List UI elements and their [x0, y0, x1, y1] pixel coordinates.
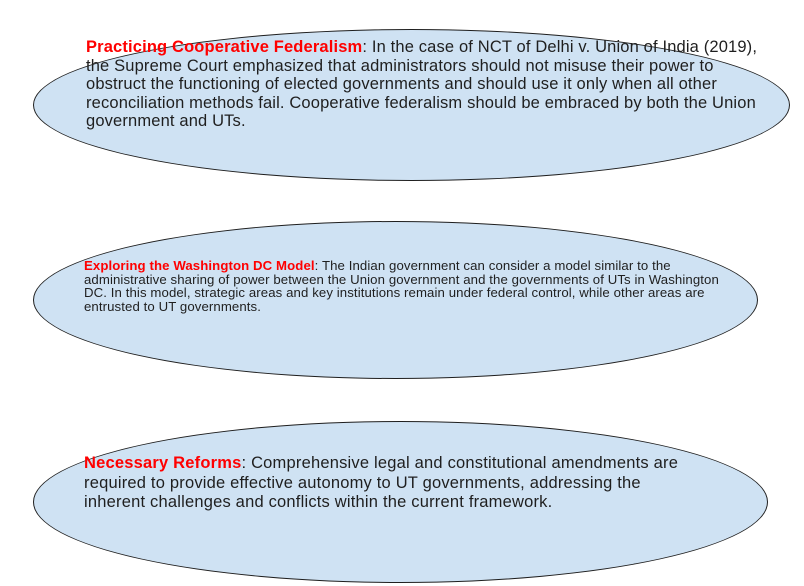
card-body: : The Indian government can consider a model similar to the administrative sharing of power between the Union government and the governments of UTs in Washington DC. In this model, strategic areas and key institutions remain under federal control, while other areas are entrusted to UT governments.	[84, 258, 719, 314]
card-body: : In the case of NCT of Delhi v. Union of India (2019), the Supreme Court emphasized that administrators should not misuse their power to obstruct the functioning of elected governments and should use it only when all other reconciliation methods fail. Cooperative federalism should be embraced by both the Union government and UTs.	[86, 38, 758, 130]
card-necessary-reforms	[33, 421, 768, 583]
card-text	[84, 454, 704, 513]
card-heading: Necessary Reforms	[84, 454, 242, 472]
card-cooperative-federalism	[33, 29, 790, 181]
card-body: : Comprehensive legal and constitutional amendments are required to provide effective autonomy to UT governments, addressing the inherent challenges and conflicts within the current framework.	[84, 454, 679, 511]
card-text	[84, 259, 734, 313]
card-washington-dc-model	[33, 221, 758, 379]
card-heading: Exploring the Washington DC Model	[84, 258, 315, 273]
card-text	[86, 38, 766, 131]
card-heading: Practicing Cooperative Federalism	[86, 38, 363, 56]
